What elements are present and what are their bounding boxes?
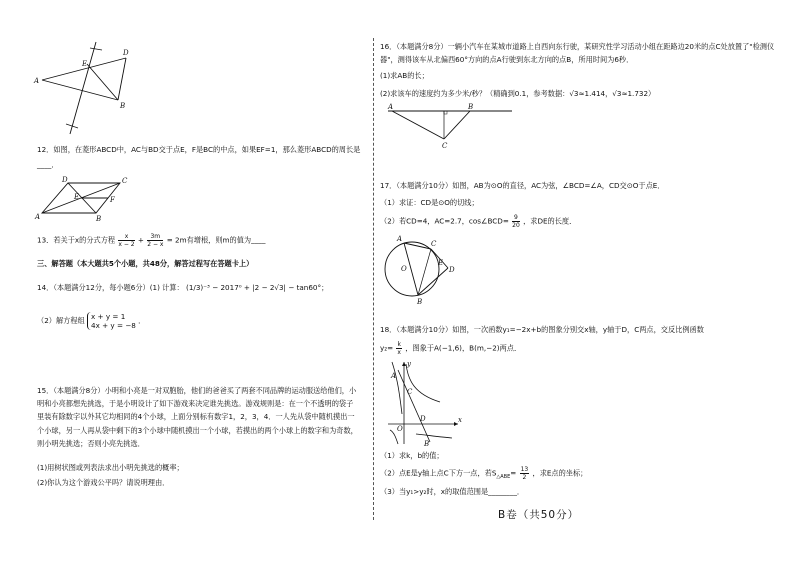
q13-fraction-1 [118, 233, 134, 248]
q13-f1-num: x [118, 233, 134, 241]
q14-part2-suffix: ． [138, 316, 146, 325]
q18-sub1: （1）求k，b的值； [380, 451, 444, 460]
figure-q11 [30, 38, 150, 138]
fig18-label-b: B [424, 440, 430, 448]
left-column [0, 0, 372, 562]
q18-frac-den: x [397, 349, 401, 356]
q18-sub2-mid: = [510, 468, 517, 478]
fig17-label-a: A [397, 235, 403, 243]
fig18-label-d: D [420, 415, 426, 423]
q15-text: 15．（本题满分8分）小明和小亮是一对双胞胎，他们的爸爸买了两套不同品牌的运动服送给他们，小明和小亮都想先挑选，于是小明设计了如下游戏来决定谁先挑选。游戏规则是：在一个不透明的袋子里装有除数字以外其它均相同的4个小球，上面分别标有数字1，2，3，4．一人先从袋中随机摸出一个小球，另一人再从袋中剩下的3个小球中随机摸出一个小球，若摸出的两个小球上的数字和为奇数，则小明先挑选；否则小亮先挑选． [37, 386, 358, 448]
q18-sub2-suffix: ，求E点的坐标； [532, 468, 588, 478]
q18-sub2 [380, 466, 587, 482]
figure-q17 [382, 232, 472, 312]
q13-f2-den: 2 − x [147, 241, 164, 248]
q13-text [37, 233, 266, 248]
q17-sub1: （1）求证：CD是⊙O的切线； [380, 198, 479, 207]
fig11-label-d: D [123, 49, 129, 57]
b-juan-heading: B卷（共50分） [498, 509, 580, 521]
fig18-label-a: A [391, 372, 397, 380]
q13-prefix: 13．若关于x的分式方程 [37, 235, 116, 245]
figure-q16 [388, 103, 518, 153]
q17-sub2 [380, 214, 576, 229]
fig18-label-o: O [397, 425, 403, 433]
q15-sub1: (1)用树状图或列表法求出小明先挑选的概率； [37, 463, 184, 472]
q12-blank: ____． [37, 160, 59, 169]
fig12-label-d: D [62, 176, 68, 184]
fig12-label-f: F [110, 196, 115, 204]
figure-q12 [35, 175, 138, 225]
q18-area-den: 2 [522, 474, 527, 481]
q18-line2 [380, 341, 521, 356]
fig12-label-a: A [35, 213, 41, 221]
q13-f2-num: 3m [147, 233, 163, 241]
q18-sub2-subscript: △ABE [496, 473, 511, 480]
fig18-label-c: C [407, 388, 413, 396]
fig17-label-e: E [438, 259, 444, 267]
q16-sub1: (1)求AB的长； [380, 71, 429, 80]
q17-frac-den: 20 [512, 222, 520, 229]
right-column [380, 0, 794, 562]
q18-frac-num: k [397, 341, 401, 348]
q16-sub2: (2)求该车的速度约为多少米/秒？（精确到0.1，参考数据：√3≈1.414，√3≈1.732） [380, 89, 656, 98]
q14-part1-prefix: 14．（本题满分12分，每小题6分）(1) 计算： [37, 283, 184, 292]
q14-eq2: 4x + y = −8 [91, 321, 136, 330]
fig17-label-o: O [401, 265, 407, 273]
q18-area-num: 13 [520, 466, 529, 473]
fig18-label-y: y [407, 360, 411, 368]
q17-sub2-suffix: ，求DE的长度． [523, 216, 577, 226]
fig16-label-a: A [388, 103, 394, 111]
q13-plus: + [137, 235, 147, 245]
fig12-label-c: C [122, 177, 128, 185]
q14-eq1: x + y = 1 [91, 312, 126, 321]
fig12-label-b: B [96, 215, 102, 223]
q14-part2 [37, 312, 145, 330]
q17-fraction [512, 214, 520, 229]
fig16-label-c: C [442, 142, 448, 150]
figure-q18 [386, 358, 466, 448]
q18-sub3: （3）当y₁>y₂时，x的取值范围是________． [380, 487, 525, 496]
fig17-label-c: C [431, 240, 437, 248]
fig11-label-e: E [82, 60, 88, 68]
q13-fraction-2 [147, 233, 163, 248]
column-divider [373, 38, 374, 520]
q17-sub2-prefix: （2）若CD=4，AC=2.7，cos∠BCD= [380, 216, 509, 226]
q14-part1-expr: (1/3)⁻³ − 2017⁰ + |2 − 2√3| − tan60°； [186, 283, 329, 292]
q16-text: 16．（本题满分8分）一辆小汽车在某城市道路上自西向东行驶，某研究性学习活动小组在距路边20米的点C处放置了"检测仪器"，测得该车从北偏西60°方向的点A行驶到东北方向的点B，所用时间为6秒． [380, 42, 775, 64]
q18-line1: 18．（本题满分10分）如图，一次函数y₁=−2x+b的图象分别交x轴，y轴于D，C两点，交反比例函数 [380, 325, 704, 334]
section-3-heading: 三、解答题（本大题共5个小题，共48分，解答过程写在答题卡上） [37, 259, 254, 268]
q18-fraction-area [520, 466, 530, 481]
q18-line2-prefix: y₂= [380, 343, 394, 353]
fig11-label-b: B [120, 102, 126, 110]
fig17-label-d: D [449, 266, 455, 274]
q13-f1-den: x − 2 [118, 241, 135, 248]
q14-equation-system [87, 312, 136, 330]
q15-sub2: (2)你认为这个游戏公平吗？请说明理由． [37, 478, 170, 487]
fig16-label-b: B [468, 103, 474, 111]
fig11-label-a: A [34, 77, 40, 85]
fig18-label-x: x [458, 416, 462, 424]
q17-frac-num: 9 [514, 214, 518, 221]
fig12-label-e: E [74, 193, 80, 201]
q18-line2-suffix: ，图象于A(−1,6)，B(m,−2)两点． [405, 343, 522, 353]
q18-fraction-kx [396, 341, 401, 356]
q14-part2-prefix: （2）解方程组 [37, 316, 85, 325]
q18-sub2-prefix: （2）点E是y轴上点C下方一点，若S [380, 468, 497, 478]
q14-part1 [37, 283, 328, 294]
q17-text: 17．（本题满分10分）如图，AB为⊙O的直径，AC为弦，∠BCD=∠A，CD交⊙O于点E． [380, 181, 665, 190]
q13-suffix: = 2m有增根，则m的值为____ [166, 235, 266, 245]
q12-text: 12．如图，在菱形ABCD中，AC与BD交于点E，F是BC的中点，如果EF=1，那么菱形ABCD的周长是 [37, 145, 361, 154]
fig17-label-b: B [417, 298, 423, 306]
